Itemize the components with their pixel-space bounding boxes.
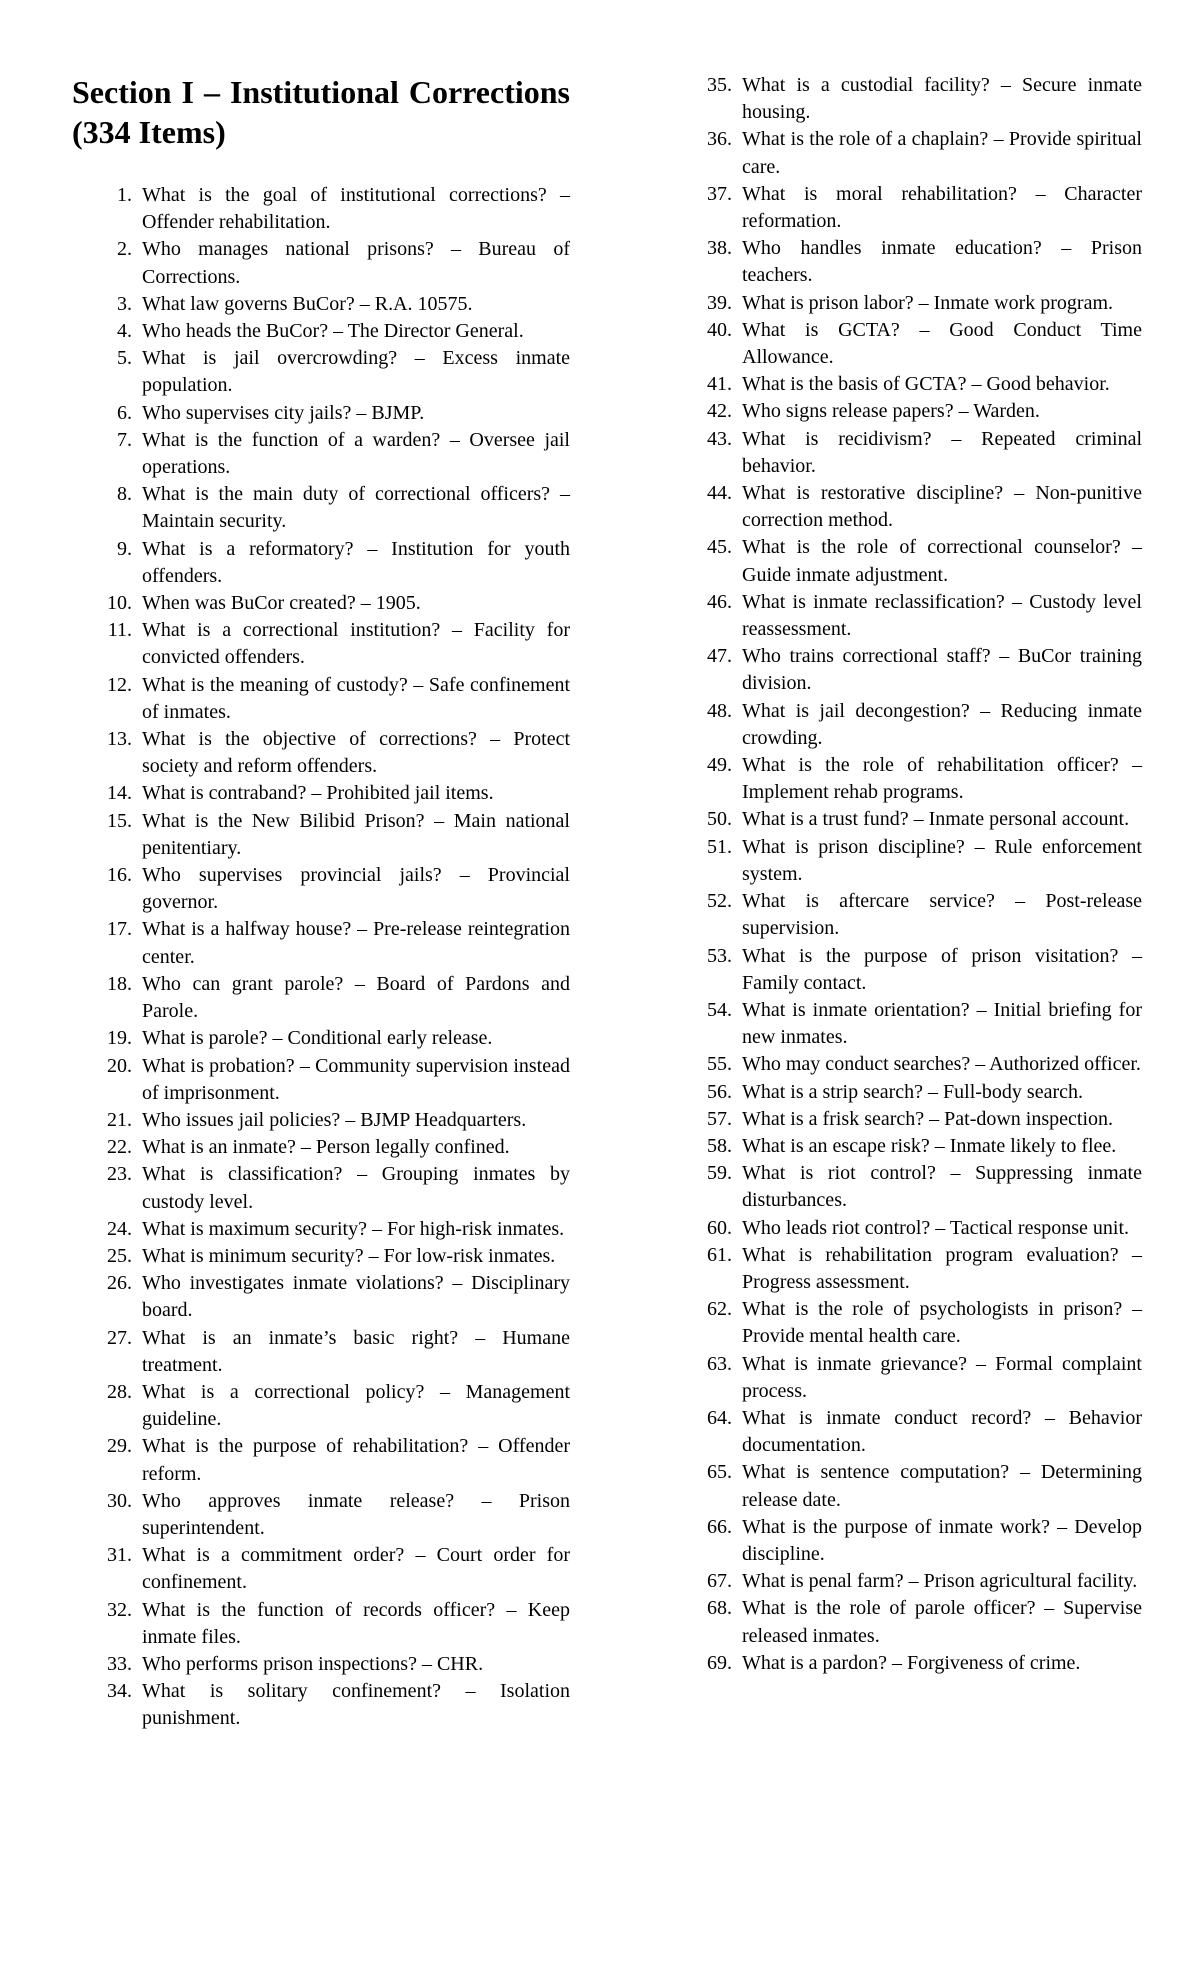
item-number: 1. — [117, 184, 132, 206]
list-item — [72, 400, 570, 427]
item-text: What is an inmate? – Person legally confined. — [142, 1136, 510, 1159]
item-number: 56. — [707, 1080, 732, 1103]
item-number: 2. — [117, 238, 132, 261]
right-column — [672, 0, 1142, 1677]
item-text: Who handles inmate education? – Prison teachers. — [742, 237, 1142, 287]
item-text: What is inmate conduct record? – Behavior documentation. — [742, 1406, 1142, 1457]
item-text: When was BuCor created? – 1905. — [142, 592, 421, 615]
list-item — [672, 1160, 1142, 1214]
item-text: What is inmate orientation? – Initial briefing for new inmates. — [742, 998, 1142, 1049]
item-text: What is probation? – Community supervision instead of imprisonment. — [142, 1054, 570, 1104]
item-number: 9. — [117, 537, 132, 560]
list-item — [72, 182, 570, 236]
item-number: 17. — [107, 918, 132, 941]
list-item — [672, 1133, 1142, 1160]
question-list-left — [72, 182, 570, 1733]
item-number: 11. — [107, 619, 132, 642]
item-text: Who leads riot control? – Tactical response unit. — [742, 1216, 1130, 1239]
item-number: 37. — [707, 182, 732, 205]
item-text: What is a trust fund? – Inmate personal account. — [742, 808, 1130, 831]
item-text: Who heads the BuCor? – The Director General. — [142, 320, 524, 343]
item-number: 20. — [107, 1054, 132, 1077]
list-item — [672, 1514, 1142, 1568]
item-text: What is a strip search? – Full-body search. — [742, 1080, 1084, 1103]
item-number: 36. — [707, 128, 732, 151]
item-number: 22. — [107, 1136, 132, 1159]
list-item — [672, 1405, 1142, 1459]
item-number: 23. — [107, 1163, 132, 1186]
item-number: 38. — [707, 237, 732, 260]
list-item — [72, 427, 570, 481]
item-text: Who signs release papers? – Warden. — [742, 400, 1040, 423]
list-item — [672, 181, 1142, 235]
list-item — [72, 1488, 570, 1542]
list-item — [672, 426, 1142, 480]
item-text: What is the basis of GCTA? – Good behavior. — [742, 373, 1110, 396]
list-item — [72, 1678, 570, 1732]
item-text: What is a custodial facility? – Secure inmate housing. — [742, 74, 1142, 124]
list-item — [72, 536, 570, 590]
list-item — [672, 126, 1142, 180]
item-text: Who may conduct searches? – Authorized officer. — [742, 1053, 1141, 1076]
item-number: 55. — [707, 1053, 732, 1076]
item-text: What is the purpose of rehabilitation? – Offender reform. — [142, 1435, 570, 1485]
item-text: What is minimum security? – For low-risk inmates. — [142, 1244, 556, 1267]
list-item — [72, 1379, 570, 1433]
item-number: 67. — [707, 1570, 732, 1593]
list-item — [672, 317, 1142, 371]
list-item — [72, 318, 570, 345]
item-text: What is GCTA? – Good Conduct Time Allowance. — [742, 318, 1142, 369]
item-number: 54. — [707, 998, 732, 1021]
item-number: 61. — [707, 1243, 732, 1266]
list-item — [672, 1106, 1142, 1133]
list-item — [672, 589, 1142, 643]
item-number: 14. — [107, 782, 132, 805]
item-text: What is inmate reclassification? – Custody level reassessment. — [742, 590, 1142, 641]
item-text: What is jail decongestion? – Reducing inmate crowding. — [742, 699, 1142, 749]
item-number: 25. — [107, 1244, 132, 1267]
item-text: What is a halfway house? – Pre-release reintegration center. — [142, 918, 570, 968]
item-text: Who performs prison inspections? – CHR. — [142, 1652, 484, 1675]
item-text: What law governs BuCor? – R.A. 10575. — [142, 292, 473, 315]
list-item — [72, 780, 570, 807]
item-number: 26. — [107, 1272, 132, 1295]
item-text: What is the role of psychologists in prison? – Provide mental health care. — [742, 1298, 1142, 1348]
item-text: What is rehabilitation program evaluation? – Progress assessment. — [742, 1243, 1142, 1293]
item-number: 51. — [707, 835, 732, 858]
item-text: What is sentence computation? – Determining release date. — [742, 1461, 1142, 1511]
list-item — [672, 72, 1142, 126]
item-number: 4. — [117, 320, 132, 343]
list-item — [72, 1107, 570, 1134]
list-item — [672, 290, 1142, 317]
item-number: 35. — [707, 74, 732, 96]
item-number: 13. — [107, 728, 132, 751]
item-number: 39. — [707, 291, 732, 314]
item-number: 49. — [707, 754, 732, 777]
item-number: 3. — [117, 292, 132, 315]
item-number: 29. — [107, 1435, 132, 1458]
item-text: Who issues jail policies? – BJMP Headquarters. — [142, 1108, 527, 1131]
list-item — [672, 806, 1142, 833]
item-number: 33. — [107, 1652, 132, 1675]
item-text: What is a reformatory? – Institution for youth offenders. — [142, 537, 570, 587]
item-text: What is the role of rehabilitation officer? – Implement rehab programs. — [742, 754, 1142, 804]
list-item — [72, 1025, 570, 1052]
item-text: What is the role of a chaplain? – Provide spiritual care. — [742, 128, 1142, 178]
list-item — [672, 534, 1142, 588]
item-number: 58. — [707, 1134, 732, 1157]
item-number: 69. — [707, 1651, 732, 1674]
item-number: 63. — [707, 1352, 732, 1375]
item-number: 53. — [707, 944, 732, 967]
item-number: 15. — [107, 809, 132, 832]
list-item — [72, 345, 570, 399]
list-item — [72, 672, 570, 726]
item-number: 47. — [707, 645, 732, 668]
item-number: 68. — [707, 1597, 732, 1620]
item-number: 34. — [107, 1680, 132, 1703]
item-text: What is the function of records officer? – Keep inmate files. — [142, 1598, 570, 1648]
list-item — [72, 1433, 570, 1487]
item-text: What is the role of correctional counselor? – Guide inmate adjustment. — [742, 536, 1142, 586]
list-item — [672, 371, 1142, 398]
item-text: What is penal farm? – Prison agricultural facility. — [742, 1570, 1138, 1593]
item-number: 18. — [107, 972, 132, 995]
list-item — [672, 1459, 1142, 1513]
item-text: What is jail overcrowding? – Excess inmate population. — [142, 347, 570, 397]
list-item — [72, 808, 570, 862]
item-text: Who supervises city jails? – BJMP. — [142, 401, 425, 424]
item-text: What is solitary confinement? – Isolation punishment. — [142, 1680, 570, 1730]
item-number: 46. — [707, 590, 732, 613]
list-item — [672, 1079, 1142, 1106]
item-number: 6. — [117, 401, 132, 424]
item-number: 16. — [107, 864, 132, 887]
item-text: What is maximum security? – For high-risk inmates. — [142, 1217, 565, 1240]
list-item — [72, 1542, 570, 1596]
item-text: What is a correctional policy? – Management guideline. — [142, 1380, 570, 1431]
item-text: Who manages national prisons? – Bureau of Corrections. — [142, 238, 570, 288]
item-number: 27. — [107, 1326, 132, 1349]
item-text: What is the main duty of correctional officers? – Maintain security. — [142, 483, 570, 533]
item-text: What is contraband? – Prohibited jail items. — [142, 782, 494, 805]
item-number: 52. — [707, 890, 732, 913]
item-text: What is a frisk search? – Pat-down inspection. — [742, 1107, 1114, 1130]
list-item — [72, 1270, 570, 1324]
list-item — [672, 752, 1142, 806]
list-item — [72, 1325, 570, 1379]
list-item — [672, 1296, 1142, 1350]
list-item — [72, 1243, 570, 1270]
item-text: Who can grant parole? – Board of Pardons and Parole. — [142, 972, 570, 1023]
item-text: What is a pardon? – Forgiveness of crime. — [742, 1651, 1081, 1674]
item-text: What is the meaning of custody? – Safe confinement of inmates. — [142, 673, 570, 723]
item-text: What is aftercare service? – Post-release supervision. — [742, 890, 1142, 940]
item-text: What is the function of a warden? – Oversee jail operations. — [142, 428, 570, 479]
list-item — [72, 1651, 570, 1678]
item-text: What is the objective of corrections? – Protect society and reform offenders. — [142, 728, 570, 778]
item-text: What is classification? – Grouping inmates by custody level. — [142, 1163, 570, 1213]
list-item — [72, 481, 570, 535]
list-item — [672, 943, 1142, 997]
list-item — [672, 1051, 1142, 1078]
item-text: Who approves inmate release? – Prison superintendent. — [142, 1489, 570, 1539]
list-item — [672, 834, 1142, 888]
left-column — [72, 0, 570, 1733]
item-number: 5. — [117, 347, 132, 370]
list-item — [672, 698, 1142, 752]
item-text: What is the purpose of prison visitation? – Family contact. — [742, 944, 1142, 994]
list-item — [72, 1134, 570, 1161]
list-item — [72, 916, 570, 970]
item-text: Who investigates inmate violations? – Disciplinary board. — [142, 1272, 570, 1322]
list-item — [672, 1215, 1142, 1242]
list-item — [72, 971, 570, 1025]
item-text: What is the New Bilibid Prison? – Main national penitentiary. — [142, 809, 570, 859]
list-item — [72, 1597, 570, 1651]
list-item — [72, 862, 570, 916]
item-text: What is the goal of institutional corrections? – Offender rehabilitation. — [142, 184, 570, 234]
item-number: 60. — [707, 1216, 732, 1239]
list-item — [72, 291, 570, 318]
item-text: Who supervises provincial jails? – Provincial governor. — [142, 864, 570, 914]
item-text: What is prison labor? – Inmate work program. — [742, 291, 1114, 314]
item-text: What is a commitment order? – Court order for confinement. — [142, 1544, 570, 1594]
item-text: What is recidivism? – Repeated criminal behavior. — [742, 427, 1142, 477]
item-number: 45. — [707, 536, 732, 559]
list-item — [72, 617, 570, 671]
list-item — [672, 643, 1142, 697]
item-text: What is an inmate’s basic right? – Humane treatment. — [142, 1326, 570, 1376]
item-text: What is inmate grievance? – Formal complaint process. — [742, 1352, 1142, 1402]
list-item — [72, 726, 570, 780]
item-text: What is a correctional institution? – Facility for convicted offenders. — [142, 619, 570, 669]
item-number: 41. — [707, 373, 732, 396]
item-text: What is riot control? – Suppressing inmate disturbances. — [742, 1162, 1142, 1212]
item-number: 64. — [707, 1406, 732, 1429]
item-text: Who trains correctional staff? – BuCor training division. — [742, 645, 1142, 695]
item-number: 57. — [707, 1107, 732, 1130]
list-item — [672, 398, 1142, 425]
list-item — [672, 1595, 1142, 1649]
list-item — [72, 590, 570, 617]
list-item — [672, 1650, 1142, 1677]
item-text: What is an escape risk? – Inmate likely to flee. — [742, 1134, 1117, 1157]
item-number: 10. — [107, 592, 132, 615]
item-number: 32. — [107, 1598, 132, 1621]
item-number: 28. — [107, 1380, 132, 1403]
list-item — [72, 1161, 570, 1215]
item-number: 31. — [107, 1544, 132, 1567]
item-number: 12. — [107, 673, 132, 696]
list-item — [672, 888, 1142, 942]
item-number: 24. — [107, 1217, 132, 1240]
list-item — [672, 1351, 1142, 1405]
list-item — [672, 1242, 1142, 1296]
item-number: 48. — [707, 699, 732, 722]
item-number: 8. — [117, 483, 132, 506]
item-text: What is moral rehabilitation? – Character reformation. — [742, 182, 1142, 233]
list-item — [672, 235, 1142, 289]
item-text: What is the purpose of inmate work? – Develop discipline. — [742, 1515, 1142, 1565]
question-list-right — [672, 72, 1142, 1677]
list-item — [672, 1568, 1142, 1595]
item-number: 59. — [707, 1162, 732, 1185]
list-item — [672, 480, 1142, 534]
item-number: 62. — [707, 1298, 732, 1321]
list-item — [72, 236, 570, 290]
item-number: 65. — [707, 1461, 732, 1484]
item-number: 50. — [707, 808, 732, 831]
section-title: Section I – Institutional Corrections (334 Items) — [72, 74, 570, 150]
list-item — [672, 997, 1142, 1051]
item-text: What is the role of parole officer? – Supervise released inmates. — [742, 1597, 1142, 1647]
item-number: 66. — [707, 1515, 732, 1538]
item-text: What is prison discipline? – Rule enforcement system. — [742, 835, 1142, 885]
item-number: 40. — [707, 318, 732, 341]
item-text: What is parole? – Conditional early release. — [142, 1027, 493, 1050]
item-number: 30. — [107, 1489, 132, 1512]
item-number: 44. — [707, 482, 732, 505]
item-number: 19. — [107, 1027, 132, 1050]
list-item — [72, 1216, 570, 1243]
item-number: 7. — [117, 428, 132, 451]
item-number: 42. — [707, 400, 732, 423]
list-item — [72, 1053, 570, 1107]
item-number: 43. — [707, 427, 732, 450]
item-number: 21. — [107, 1108, 132, 1131]
item-text: What is restorative discipline? – Non-punitive correction method. — [742, 482, 1142, 532]
